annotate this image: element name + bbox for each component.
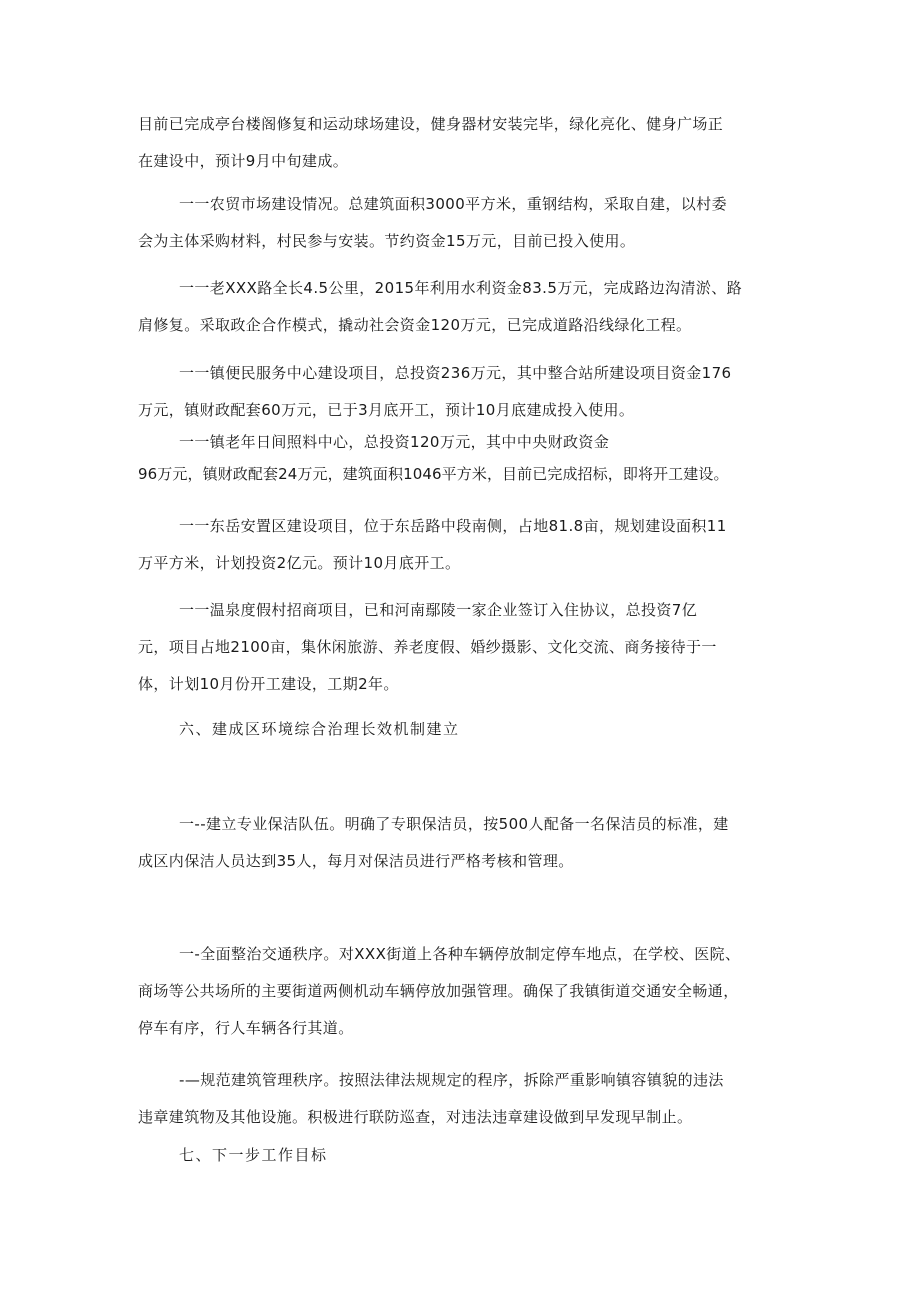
paragraph-line: 会为主体采购材料，村民参与安装。节约资金15万元，目前已投入使用。 (138, 232, 636, 250)
paragraph-line: 一一老XXX路全长4.5公里，2015年利用水利资金83.5万元，完成路边沟清淤、路 (179, 279, 743, 297)
paragraph-old-road (138, 270, 788, 344)
paragraph-line: 万平方米，计划投资2亿元。预计10月底开工。 (138, 554, 461, 572)
paragraph-line: 成区内保洁人员达到35人，每月对保洁员进行严格考核和管理。 (138, 852, 574, 870)
paragraph-traffic-order (138, 936, 788, 1047)
paragraph-line: 一一温泉度假村招商项目，已和河南鄢陵一家企业签订入住协议，总投资7亿 (179, 601, 698, 619)
paragraph-line: 停车有序，行人车辆各行其道。 (138, 1019, 354, 1037)
paragraph-line: 一--建立专业保洁队伍。明确了专职保洁员，按500人配备一名保洁员的标准，建 (179, 815, 729, 833)
paragraph-farmers-market (138, 186, 788, 260)
paragraph-line: 万元，镇财政配套60万元，已于3月底开工，预计10月底建成投入使用。 (138, 401, 635, 419)
paragraph-line: 违章建筑物及其他设施。积极进行联防巡查，对违法违章建设做到早发现早制止。 (138, 1108, 693, 1126)
paragraph-building-management (138, 1062, 788, 1136)
paragraph-line: 目前已完成亭台楼阁修复和运动球场建设，健身器材安装完毕，绿化亮化、健身广场正 (138, 115, 724, 133)
paragraph-hot-spring-resort (138, 592, 788, 703)
paragraph-resettlement-area (138, 508, 788, 582)
paragraph-line: 一一镇便民服务中心建设项目，总投资236万元，其中整合站所建设项目资金176 (179, 364, 732, 382)
paragraph-service-center (138, 355, 788, 429)
paragraph-line: 一一镇老年日间照料中心，总投资120万元，其中中央财政资金 (179, 433, 610, 451)
paragraph-line: 一一东岳安置区建设项目，位于东岳路中段南侧，占地81.8亩，规划建设面积11 (179, 517, 727, 535)
paragraph-line: 一-全面整治交通秩序。对XXX街道上各种车辆停放制定停车地点，在学校、医院、 (179, 945, 741, 963)
paragraph-elderly-care-center (138, 426, 798, 490)
paragraph-line: 元，项目占地2100亩，集休闲旅游、养老度假、婚纱摄影、文化交流、商务接待于一 (138, 638, 717, 656)
paragraph-line: 96万元，镇财政配套24万元，建筑面积1046平方米，目前已完成招标，即将开工建设。 (138, 465, 729, 483)
paragraph-line: -—规范建筑管理秩序。按照法律法规规定的程序，拆除严重影响镇容镇貌的违法 (179, 1071, 724, 1089)
paragraph-line: 体，计划10月份开工建设，工期2年。 (138, 675, 399, 693)
paragraph-line: 商场等公共场所的主要街道两侧机动车辆停放加强管理。确保了我镇街道交通安全畅通， (138, 982, 739, 1000)
paragraph-park-construction (138, 106, 788, 180)
paragraph-line: 一一农贸市场建设情况。总建筑面积3000平方米，重钢结构，采取自建，以村委 (179, 195, 727, 213)
section-heading-seven: 七、下一步工作目标 (179, 1146, 328, 1164)
paragraph-line: 在建设中，预计9月中旬建成。 (138, 152, 349, 170)
paragraph-cleaning-team (138, 806, 788, 880)
section-heading-six: 六、建成区环境综合治理长效机制建立 (179, 720, 460, 738)
paragraph-line: 肩修复。采取政企合作模式，撬动社会资金120万元，已完成道路沿线绿化工程。 (138, 316, 692, 334)
